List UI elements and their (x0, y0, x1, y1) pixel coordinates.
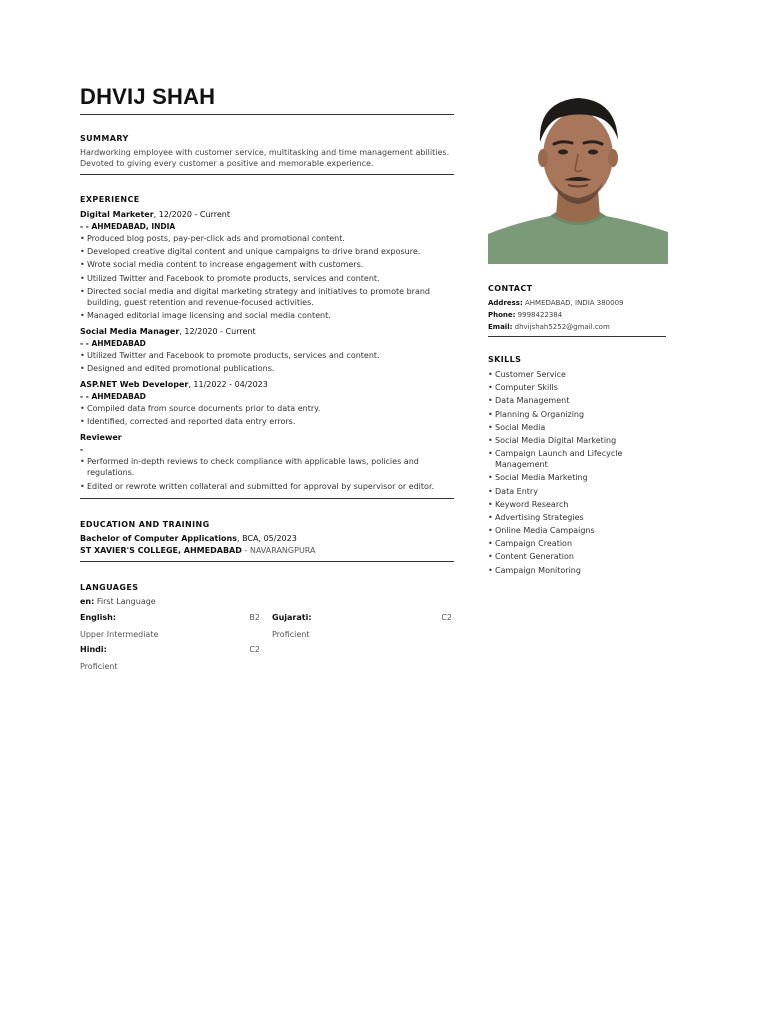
list-item: • Campaign Creation (488, 538, 668, 549)
left-column (80, 84, 454, 672)
education-section (80, 520, 454, 557)
experience-section (80, 195, 454, 492)
summary-section (80, 134, 454, 169)
list-item: • Social Media (488, 422, 668, 433)
list-item: • Compiled data from source documents prior to data entry. (80, 403, 454, 414)
list-item: • Utilized Twitter and Facebook to promote products, services and content. (80, 350, 454, 361)
list-item: • Keyword Research (488, 499, 668, 510)
list-item: • Produced blog posts, pay-per-click ads and promotional content. (80, 233, 454, 244)
school-location: - NAVARANGPURA (241, 545, 316, 555)
contact-email (488, 321, 668, 333)
job-location: - - AHMEDABAD (80, 392, 146, 402)
list-item: • Utilized Twitter and Facebook to promote products, services and content. (80, 273, 454, 284)
job-title: Reviewer (80, 433, 122, 443)
first-language-key: en: (80, 596, 95, 606)
skills-list (488, 369, 668, 576)
job-dates: , 11/2022 - 04/2023 (188, 380, 268, 390)
list-item: • Computer Skills (488, 382, 668, 393)
divider (80, 498, 454, 499)
job-title: Social Media Manager (80, 326, 180, 336)
language-grid (80, 612, 454, 672)
email-label: Email: (488, 323, 513, 331)
job-dates: , 12/2020 - Current (179, 326, 256, 336)
address-label: Address: (488, 299, 523, 307)
job-bullets (80, 233, 454, 321)
list-item: • Campaign Launch and Lifecycle Management (488, 448, 668, 470)
first-language-value: First Language (94, 596, 156, 606)
list-item: • Campaign Monitoring (488, 565, 668, 576)
language-desc: Proficient (272, 629, 310, 639)
language-level: C2 (249, 644, 260, 654)
language-desc: Upper Intermediate (80, 629, 159, 639)
profile-photo (488, 94, 668, 264)
language-desc: Proficient (80, 661, 118, 671)
job-location: - (80, 445, 84, 455)
list-item: • Managed editorial image licensing and social media content. (80, 310, 454, 321)
divider (80, 561, 454, 562)
list-item: • Performed in-depth reviews to check compliance with applicable laws, policies and regulations. (80, 456, 454, 478)
job-title: ASP.NET Web Developer (80, 380, 189, 390)
job-bullets (80, 403, 454, 427)
list-item: • Directed social media and digital marketing strategy and initiatives to promote brand building, guest retention and revenue-focused activities. (80, 286, 454, 308)
summary-text: Hardworking employee with customer service, multitasking and time management abilities. Devoted to giving every customer a positive and memorable experience. (80, 148, 450, 168)
languages-title: LANGUAGES (80, 582, 139, 592)
job-bullets (80, 456, 454, 491)
job-location: - - AHMEDABAD, INDIA (80, 222, 176, 231)
school: ST XAVIER'S COLLEGE, AHMEDABAD (80, 545, 242, 555)
job-title: Digital Marketer (80, 210, 154, 219)
list-item: • Content Generation (488, 551, 668, 562)
list-item: • Developed creative digital content and unique campaigns to drive brand exposure. (80, 246, 454, 257)
list-item: • Advertising Strategies (488, 512, 668, 523)
contact-address (488, 297, 668, 309)
job-dates: , 12/2020 - Current (153, 210, 230, 219)
language-item (80, 644, 260, 672)
job-heading (80, 326, 454, 338)
job-heading (80, 209, 454, 221)
list-item: • Data Management (488, 395, 668, 406)
list-item: • Online Media Campaigns (488, 525, 668, 536)
phone-value[interactable]: 9998422384 (515, 311, 563, 319)
degree: Bachelor of Computer Applications (80, 533, 237, 543)
skills-section (488, 355, 668, 576)
divider (80, 114, 454, 115)
language-name: English: (80, 612, 117, 622)
skills-title: SKILLS (488, 355, 522, 364)
language-item (80, 612, 260, 640)
degree-details: , BCA, 05/2023 (236, 533, 297, 543)
list-item: • Customer Service (488, 369, 668, 380)
list-item: • Data Entry (488, 486, 668, 497)
list-item: • Social Media Marketing (488, 472, 668, 483)
job-entry (80, 209, 454, 321)
job-location: - - AHMEDABAD (80, 338, 146, 348)
language-level: B2 (249, 612, 260, 622)
job-heading (80, 379, 454, 391)
job-entry (80, 379, 454, 427)
language-level: C2 (441, 612, 452, 622)
divider (488, 336, 666, 337)
list-item: • Identified, corrected and reported data entry errors. (80, 416, 454, 427)
job-entry (80, 432, 454, 491)
portrait-image (488, 94, 668, 264)
contact-title: CONTACT (488, 284, 533, 293)
divider (80, 174, 454, 175)
list-item: • Edited or rewrote written collateral and submitted for approval by supervisor or editor. (80, 481, 454, 492)
languages-section (80, 583, 454, 672)
list-item: • Wrote social media content to increase engagement with customers. (80, 259, 454, 270)
phone-label: Phone: (488, 311, 516, 319)
summary-title: SUMMARY (80, 134, 129, 143)
school-line (80, 545, 454, 557)
list-item: • Social Media Digital Marketing (488, 435, 668, 446)
first-language (80, 596, 454, 607)
right-column (488, 94, 668, 578)
degree-line (80, 533, 454, 545)
experience-title: EXPERIENCE (80, 195, 140, 204)
job-heading (80, 432, 454, 444)
email-value[interactable]: dhvijshah5252@gmail.com (512, 323, 610, 331)
list-item: • Planning & Organizing (488, 409, 668, 420)
language-item (272, 612, 452, 640)
language-name: Gujarati: (272, 612, 312, 622)
language-name: Hindi: (80, 644, 107, 654)
job-bullets (80, 350, 454, 374)
education-title: EDUCATION AND TRAINING (80, 519, 210, 529)
contact-section (488, 284, 668, 333)
address-value: AHMEDABAD, INDIA 380009 (522, 299, 624, 307)
contact-phone (488, 309, 668, 321)
job-entry (80, 326, 454, 374)
list-item: • Designed and edited promotional publications. (80, 363, 454, 374)
candidate-name: DHVIJ SHAH (80, 84, 216, 109)
